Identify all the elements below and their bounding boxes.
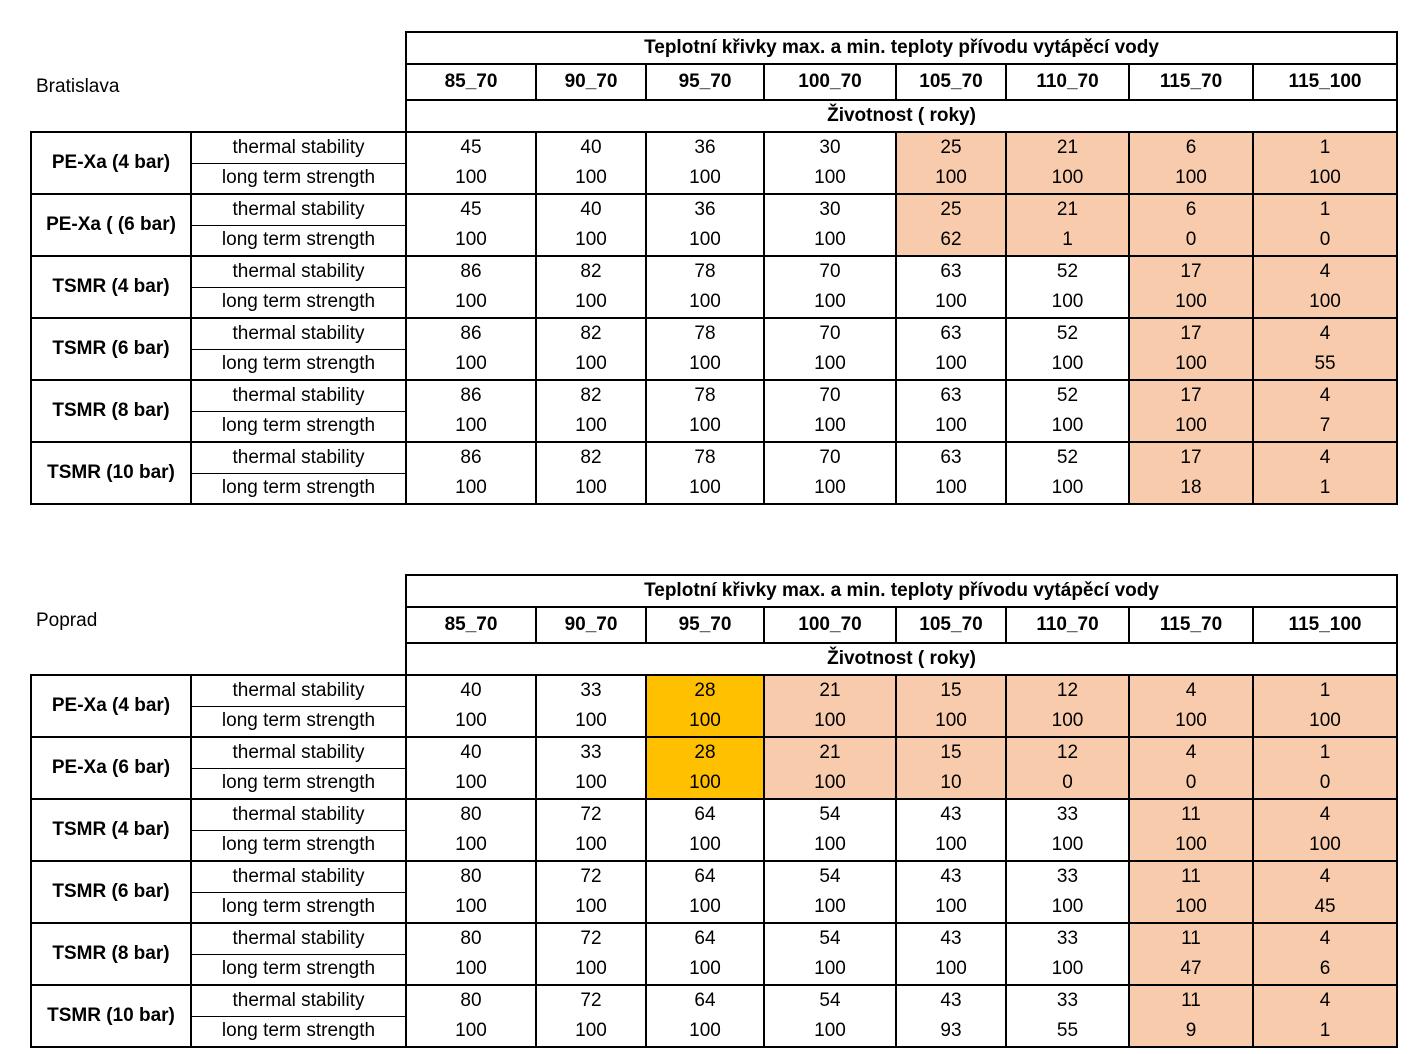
value-cell: 100 <box>896 287 1006 318</box>
thermal-stability-label: thermal stability <box>191 799 406 830</box>
value-cell: 100 <box>896 830 1006 861</box>
value-cell: 100 <box>406 473 536 504</box>
value-cell: 100 <box>406 892 536 923</box>
value-cell: 33 <box>536 737 646 768</box>
value-cell: 82 <box>536 380 646 411</box>
value-cell: 100 <box>764 892 896 923</box>
material-label: TSMR (10 bar) <box>31 985 191 1047</box>
column-header: 95_70 <box>646 607 764 643</box>
header-title: Teplotní křivky max. a min. teploty přívodu vytápěcí vody <box>406 575 1397 607</box>
value-cell: 100 <box>406 768 536 799</box>
value-cell: 100 <box>896 954 1006 985</box>
value-cell: 33 <box>1006 799 1129 830</box>
value-cell: 52 <box>1006 442 1129 473</box>
value-cell: 100 <box>406 287 536 318</box>
value-cell: 100 <box>406 349 536 380</box>
long-term-strength-label: long term strength <box>191 163 406 194</box>
long-term-strength-label: long term strength <box>191 1016 406 1047</box>
value-cell: 11 <box>1129 799 1253 830</box>
table-row <box>31 861 1397 892</box>
value-cell: 100 <box>646 411 764 442</box>
value-cell: 100 <box>646 706 764 737</box>
value-cell: 4 <box>1253 985 1397 1016</box>
value-cell: 40 <box>536 132 646 163</box>
value-cell: 100 <box>1006 411 1129 442</box>
header-spacer <box>31 643 406 675</box>
column-header: 100_70 <box>764 607 896 643</box>
value-cell: 4 <box>1253 380 1397 411</box>
value-cell: 30 <box>764 194 896 225</box>
value-cell: 80 <box>406 799 536 830</box>
value-cell: 100 <box>406 163 536 194</box>
value-cell: 100 <box>1129 830 1253 861</box>
value-cell: 54 <box>764 861 896 892</box>
value-cell: 18 <box>1129 473 1253 504</box>
long-term-strength-label: long term strength <box>191 892 406 923</box>
value-cell: 45 <box>1253 892 1397 923</box>
material-label: TSMR (10 bar) <box>31 442 191 504</box>
value-cell: 100 <box>536 349 646 380</box>
value-cell: 100 <box>1253 706 1397 737</box>
column-header: 90_70 <box>536 607 646 643</box>
value-cell: 100 <box>1006 473 1129 504</box>
long-term-strength-label: long term strength <box>191 473 406 504</box>
value-cell: 100 <box>764 349 896 380</box>
header-spacer <box>31 32 406 64</box>
value-cell: 4 <box>1253 799 1397 830</box>
value-cell: 45 <box>406 194 536 225</box>
value-cell: 100 <box>536 768 646 799</box>
column-header: 115_100 <box>1253 64 1397 100</box>
value-cell: 72 <box>536 985 646 1016</box>
column-header: 110_70 <box>1006 607 1129 643</box>
table-row <box>31 799 1397 830</box>
value-cell: 63 <box>896 380 1006 411</box>
value-cell: 100 <box>646 892 764 923</box>
table-row <box>31 411 1397 442</box>
value-cell: 100 <box>536 411 646 442</box>
value-cell: 100 <box>1129 349 1253 380</box>
material-label: TSMR (4 bar) <box>31 256 191 318</box>
value-cell: 100 <box>764 473 896 504</box>
value-cell: 1 <box>1253 1016 1397 1047</box>
value-cell: 78 <box>646 256 764 287</box>
value-cell: 100 <box>764 1016 896 1047</box>
value-cell: 100 <box>646 954 764 985</box>
column-header: 115_70 <box>1129 607 1253 643</box>
value-cell: 12 <box>1006 675 1129 706</box>
table-row <box>31 256 1397 287</box>
value-cell: 100 <box>406 830 536 861</box>
thermal-stability-label: thermal stability <box>191 737 406 768</box>
material-label: TSMR (6 bar) <box>31 318 191 380</box>
value-cell: 64 <box>646 799 764 830</box>
value-cell: 1 <box>1253 132 1397 163</box>
value-cell: 0 <box>1253 768 1397 799</box>
header-spacer <box>31 607 406 643</box>
thermal-stability-label: thermal stability <box>191 675 406 706</box>
value-cell: 100 <box>646 349 764 380</box>
value-cell: 21 <box>1006 132 1129 163</box>
value-cell: 100 <box>896 706 1006 737</box>
value-cell: 72 <box>536 799 646 830</box>
value-cell: 55 <box>1006 1016 1129 1047</box>
thermal-stability-label: thermal stability <box>191 380 406 411</box>
material-label: PE-Xa (4 bar) <box>31 132 191 194</box>
value-cell: 100 <box>536 706 646 737</box>
column-header: 100_70 <box>764 64 896 100</box>
value-cell: 100 <box>1129 163 1253 194</box>
value-cell: 55 <box>1253 349 1397 380</box>
city-label-bratislava: Bratislava <box>36 76 120 97</box>
table-row <box>31 737 1397 768</box>
header-subtitle: Životnost ( roky) <box>406 643 1397 675</box>
value-cell: 100 <box>1006 892 1129 923</box>
column-header: 115_70 <box>1129 64 1253 100</box>
value-cell: 86 <box>406 380 536 411</box>
long-term-strength-label: long term strength <box>191 225 406 256</box>
value-cell: 100 <box>536 163 646 194</box>
value-cell: 80 <box>406 923 536 954</box>
long-term-strength-label: long term strength <box>191 768 406 799</box>
long-term-strength-label: long term strength <box>191 830 406 861</box>
value-cell: 4 <box>1253 923 1397 954</box>
column-header: 95_70 <box>646 64 764 100</box>
table-row <box>31 923 1397 954</box>
value-cell: 15 <box>896 737 1006 768</box>
value-cell: 93 <box>896 1016 1006 1047</box>
value-cell: 30 <box>764 132 896 163</box>
value-cell: 11 <box>1129 861 1253 892</box>
value-cell: 100 <box>646 830 764 861</box>
value-cell: 78 <box>646 442 764 473</box>
value-cell: 100 <box>1006 287 1129 318</box>
value-cell: 52 <box>1006 380 1129 411</box>
value-cell: 21 <box>764 675 896 706</box>
value-cell: 21 <box>764 737 896 768</box>
value-cell: 100 <box>646 768 764 799</box>
value-cell: 17 <box>1129 380 1253 411</box>
table-row <box>31 892 1397 923</box>
column-header: 105_70 <box>896 607 1006 643</box>
column-header: 90_70 <box>536 64 646 100</box>
value-cell: 100 <box>764 830 896 861</box>
header-spacer <box>31 575 406 607</box>
value-cell: 100 <box>536 473 646 504</box>
value-cell: 100 <box>646 225 764 256</box>
value-cell: 52 <box>1006 318 1129 349</box>
value-cell: 100 <box>764 225 896 256</box>
value-cell: 1 <box>1253 675 1397 706</box>
city-label-poprad: Poprad <box>36 610 98 631</box>
value-cell: 40 <box>406 675 536 706</box>
value-cell: 0 <box>1253 225 1397 256</box>
poprad-table <box>30 574 1398 1048</box>
value-cell: 43 <box>896 799 1006 830</box>
value-cell: 40 <box>536 194 646 225</box>
value-cell: 70 <box>764 256 896 287</box>
table-row <box>31 318 1397 349</box>
value-cell: 1 <box>1253 473 1397 504</box>
value-cell: 86 <box>406 442 536 473</box>
value-cell: 54 <box>764 923 896 954</box>
long-term-strength-label: long term strength <box>191 411 406 442</box>
value-cell: 1 <box>1253 194 1397 225</box>
bratislava-table <box>30 31 1398 505</box>
value-cell: 100 <box>406 954 536 985</box>
value-cell: 4 <box>1253 442 1397 473</box>
value-cell: 10 <box>896 768 1006 799</box>
value-cell: 11 <box>1129 923 1253 954</box>
value-cell: 72 <box>536 861 646 892</box>
value-cell: 82 <box>536 442 646 473</box>
value-cell: 43 <box>896 861 1006 892</box>
thermal-stability-label: thermal stability <box>191 132 406 163</box>
thermal-stability-label: thermal stability <box>191 256 406 287</box>
table-row <box>31 985 1397 1016</box>
value-cell: 100 <box>764 163 896 194</box>
value-cell: 64 <box>646 861 764 892</box>
value-cell: 100 <box>896 892 1006 923</box>
value-cell: 63 <box>896 318 1006 349</box>
table-row <box>31 132 1397 163</box>
value-cell: 100 <box>1129 411 1253 442</box>
thermal-stability-label: thermal stability <box>191 442 406 473</box>
value-cell: 33 <box>1006 985 1129 1016</box>
value-cell: 33 <box>1006 861 1129 892</box>
material-label: TSMR (8 bar) <box>31 380 191 442</box>
value-cell: 100 <box>536 1016 646 1047</box>
value-cell: 100 <box>406 706 536 737</box>
table-row <box>31 225 1397 256</box>
value-cell: 70 <box>764 318 896 349</box>
table-row <box>31 287 1397 318</box>
value-cell: 63 <box>896 256 1006 287</box>
value-cell: 62 <box>896 225 1006 256</box>
table-row <box>31 194 1397 225</box>
value-cell: 0 <box>1129 225 1253 256</box>
value-cell: 64 <box>646 923 764 954</box>
value-cell: 11 <box>1129 985 1253 1016</box>
column-header: 85_70 <box>406 607 536 643</box>
value-cell: 6 <box>1129 132 1253 163</box>
material-label: PE-Xa (6 bar) <box>31 737 191 799</box>
thermal-stability-label: thermal stability <box>191 985 406 1016</box>
value-cell: 43 <box>896 923 1006 954</box>
value-cell: 15 <box>896 675 1006 706</box>
value-cell: 47 <box>1129 954 1253 985</box>
value-cell: 72 <box>536 923 646 954</box>
header-spacer <box>31 100 406 132</box>
value-cell: 100 <box>646 163 764 194</box>
thermal-stability-label: thermal stability <box>191 194 406 225</box>
table-row <box>31 1016 1397 1047</box>
value-cell: 100 <box>1129 706 1253 737</box>
value-cell: 100 <box>536 892 646 923</box>
value-cell: 100 <box>1006 163 1129 194</box>
table-row <box>31 349 1397 380</box>
table-row <box>31 163 1397 194</box>
value-cell: 100 <box>1129 892 1253 923</box>
value-cell: 25 <box>896 132 1006 163</box>
thermal-stability-label: thermal stability <box>191 318 406 349</box>
value-cell: 100 <box>764 954 896 985</box>
material-label: PE-Xa ( (6 bar) <box>31 194 191 256</box>
table-row <box>31 954 1397 985</box>
value-cell: 100 <box>1006 830 1129 861</box>
value-cell: 17 <box>1129 442 1253 473</box>
table-row <box>31 675 1397 706</box>
long-term-strength-label: long term strength <box>191 954 406 985</box>
thermal-stability-label: thermal stability <box>191 923 406 954</box>
data-table <box>30 31 1398 505</box>
value-cell: 1 <box>1253 737 1397 768</box>
value-cell: 100 <box>536 225 646 256</box>
value-cell: 33 <box>536 675 646 706</box>
value-cell: 25 <box>896 194 1006 225</box>
value-cell: 45 <box>406 132 536 163</box>
long-term-strength-label: long term strength <box>191 349 406 380</box>
value-cell: 78 <box>646 318 764 349</box>
value-cell: 33 <box>1006 923 1129 954</box>
table-row <box>31 768 1397 799</box>
value-cell: 100 <box>896 349 1006 380</box>
value-cell: 9 <box>1129 1016 1253 1047</box>
value-cell: 100 <box>896 163 1006 194</box>
value-cell: 100 <box>764 768 896 799</box>
material-label: TSMR (6 bar) <box>31 861 191 923</box>
value-cell: 100 <box>406 411 536 442</box>
value-cell: 1 <box>1006 225 1129 256</box>
material-label: PE-Xa (4 bar) <box>31 675 191 737</box>
value-cell: 54 <box>764 799 896 830</box>
column-header: 110_70 <box>1006 64 1129 100</box>
value-cell: 100 <box>406 225 536 256</box>
value-cell: 70 <box>764 380 896 411</box>
value-cell: 100 <box>764 706 896 737</box>
value-cell: 21 <box>1006 194 1129 225</box>
value-cell: 28 <box>646 737 764 768</box>
long-term-strength-label: long term strength <box>191 706 406 737</box>
value-cell: 54 <box>764 985 896 1016</box>
value-cell: 40 <box>406 737 536 768</box>
value-cell: 100 <box>1006 349 1129 380</box>
value-cell: 4 <box>1253 256 1397 287</box>
table-row <box>31 706 1397 737</box>
value-cell: 4 <box>1253 318 1397 349</box>
value-cell: 100 <box>1129 287 1253 318</box>
column-header: 105_70 <box>896 64 1006 100</box>
column-header: 115_100 <box>1253 607 1397 643</box>
value-cell: 4 <box>1129 737 1253 768</box>
value-cell: 0 <box>1006 768 1129 799</box>
value-cell: 100 <box>646 1016 764 1047</box>
value-cell: 6 <box>1253 954 1397 985</box>
value-cell: 4 <box>1253 861 1397 892</box>
thermal-stability-label: thermal stability <box>191 861 406 892</box>
value-cell: 80 <box>406 985 536 1016</box>
header-spacer <box>31 64 406 100</box>
table-row <box>31 442 1397 473</box>
value-cell: 70 <box>764 442 896 473</box>
value-cell: 7 <box>1253 411 1397 442</box>
value-cell: 17 <box>1129 256 1253 287</box>
value-cell: 43 <box>896 985 1006 1016</box>
value-cell: 100 <box>646 473 764 504</box>
value-cell: 17 <box>1129 318 1253 349</box>
value-cell: 28 <box>646 675 764 706</box>
long-term-strength-label: long term strength <box>191 287 406 318</box>
value-cell: 82 <box>536 318 646 349</box>
value-cell: 82 <box>536 256 646 287</box>
value-cell: 100 <box>536 830 646 861</box>
value-cell: 52 <box>1006 256 1129 287</box>
material-label: TSMR (4 bar) <box>31 799 191 861</box>
value-cell: 78 <box>646 380 764 411</box>
table-row <box>31 473 1397 504</box>
column-header: 85_70 <box>406 64 536 100</box>
table-row <box>31 380 1397 411</box>
value-cell: 100 <box>764 411 896 442</box>
value-cell: 86 <box>406 318 536 349</box>
value-cell: 100 <box>1253 163 1397 194</box>
value-cell: 36 <box>646 194 764 225</box>
header-title: Teplotní křivky max. a min. teploty přívodu vytápěcí vody <box>406 32 1397 64</box>
table-row <box>31 830 1397 861</box>
value-cell: 100 <box>764 287 896 318</box>
value-cell: 36 <box>646 132 764 163</box>
value-cell: 4 <box>1129 675 1253 706</box>
header-subtitle: Životnost ( roky) <box>406 100 1397 132</box>
value-cell: 100 <box>646 287 764 318</box>
value-cell: 12 <box>1006 737 1129 768</box>
value-cell: 100 <box>1253 287 1397 318</box>
value-cell: 100 <box>1006 706 1129 737</box>
value-cell: 100 <box>536 954 646 985</box>
value-cell: 100 <box>536 287 646 318</box>
value-cell: 86 <box>406 256 536 287</box>
value-cell: 100 <box>1006 954 1129 985</box>
value-cell: 6 <box>1129 194 1253 225</box>
value-cell: 100 <box>896 473 1006 504</box>
value-cell: 63 <box>896 442 1006 473</box>
value-cell: 80 <box>406 861 536 892</box>
value-cell: 100 <box>406 1016 536 1047</box>
value-cell: 0 <box>1129 768 1253 799</box>
value-cell: 100 <box>896 411 1006 442</box>
value-cell: 64 <box>646 985 764 1016</box>
value-cell: 100 <box>1253 830 1397 861</box>
material-label: TSMR (8 bar) <box>31 923 191 985</box>
data-table <box>30 574 1398 1048</box>
